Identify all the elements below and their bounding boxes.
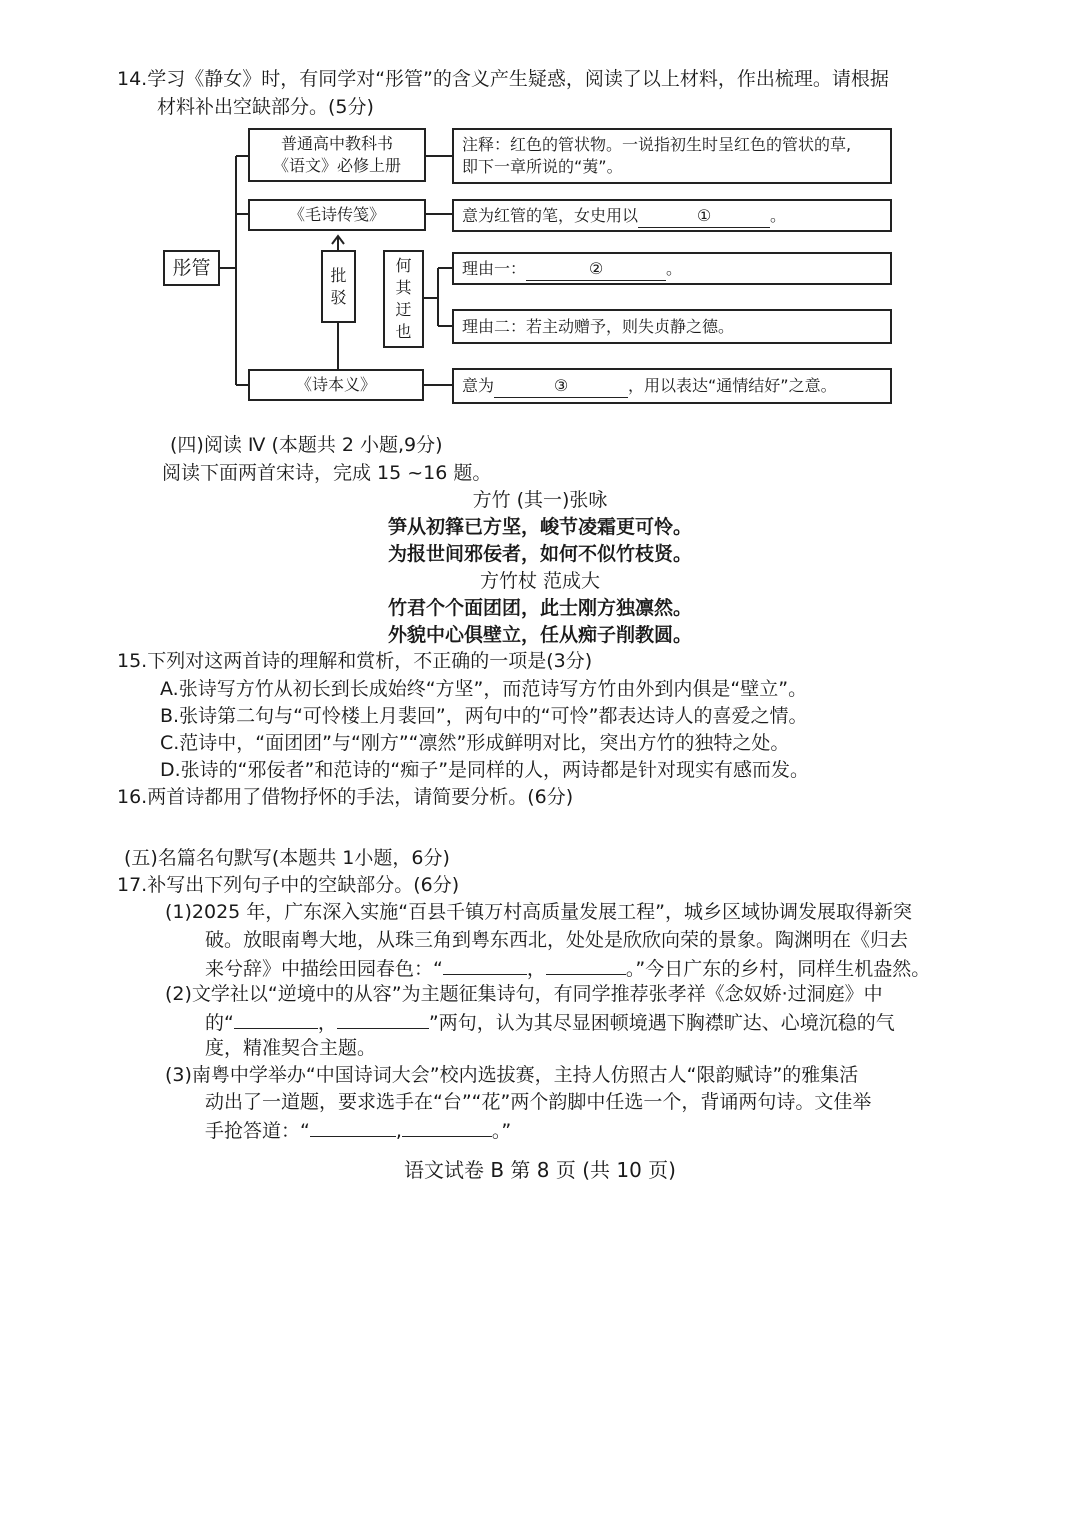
q15-option-b: B.张诗第二句与“可怜楼上月裴回”，两句中的“可怜”都表达诗人的喜爱之情。 <box>160 705 808 727</box>
q17-p1-line3-b: ， <box>526 958 546 980</box>
refute-char-2: 驳 <box>330 288 347 307</box>
diagram-maoshi-box: 《毛诗传笺》 <box>248 199 426 231</box>
q17-blank-2b[interactable] <box>337 1008 429 1029</box>
textbook-line1: 普通高中教科书 <box>280 134 393 153</box>
q15-option-c: C.范诗中，“面团团”与“刚方”“凛然”形成鲜明对比，突出方竹的独特之处。 <box>160 732 790 754</box>
diagram-shibenyi-box: 《诗本义》 <box>248 369 424 401</box>
q17-p3-line3 <box>205 1116 511 1144</box>
poem2-title: 方竹杖 范成大 <box>479 570 601 592</box>
q17-p2-line2-a: 的“ <box>205 1012 234 1034</box>
section4-heading: (四)阅读 Ⅳ (本题共 2 小题,9分) <box>170 434 443 456</box>
diagram-maoshi-meaning-box <box>452 199 892 232</box>
q17-p3-line3-b: , <box>395 1120 402 1142</box>
q17-p1-line2: 破。放眼南粤大地，从珠三角到粤东西北，处处是欣欣向荣的景象。陶渊明在《归去 <box>205 929 909 951</box>
q17-p1-line3-c: 。”今日广东的乡村，同样生机盎然。 <box>625 958 931 980</box>
diagram-reason1-box <box>452 252 892 285</box>
blank-1: ① <box>638 205 770 228</box>
reason1-prefix: 理由一： <box>462 259 527 278</box>
maoshi-period: 。 <box>770 206 787 225</box>
diagram-heqi-box <box>383 250 424 348</box>
q17-p3-line2: 动出了一道题，要求选手在“台”“花”两个韵脚中任选一个，背诵两句诗。文佳举 <box>205 1091 872 1113</box>
q16-stem: 16.两首诗都用了借物抒怀的手法，请简要分析。(6分) <box>117 786 574 808</box>
q17-p2-line2 <box>205 1008 895 1036</box>
poem1-title: 方竹 (其一)张咏 <box>472 489 608 511</box>
poem1-line2: 为报世间邪佞者，如何不似竹枝贤。 <box>387 543 692 565</box>
q17-blank-1a[interactable] <box>443 954 527 975</box>
diagram-note-box <box>452 128 892 184</box>
diagram-refute-box <box>321 250 356 323</box>
q17-p3-line3-c: 。” <box>491 1120 512 1142</box>
section4-intro: 阅读下面两首宋诗，完成 15 ~16 题。 <box>162 462 492 484</box>
q17-p2-line2-b: ， <box>317 1012 337 1034</box>
textbook-line2: 《语文》必修上册 <box>272 156 401 175</box>
heqi-char-3: 迂 <box>395 300 412 319</box>
q17-blank-2a[interactable] <box>234 1008 318 1029</box>
poem1-line1: 笋从初箨已方坚，峻节凌霜更可怜。 <box>387 516 692 538</box>
q17-p3-line1: (3)南粤中学举办“中国诗词大会”校内选拔赛，主持人仿照古人“限韵赋诗”的雅集活 <box>165 1064 859 1086</box>
section5-heading: (五)名篇名句默写(本题共 1小题，6分) <box>124 847 450 869</box>
q17-p2-line3: 度，精准契合主题。 <box>205 1037 377 1059</box>
diagram-textbook-box <box>248 128 426 182</box>
q17-p2-line1: (2)文学社以“逆境中的从容”为主题征集诗句，有同学推荐张孝祥《念奴娇·过洞庭》中 <box>165 983 883 1005</box>
poem2-line1: 竹君个个面团团，此士刚方独凛然。 <box>387 597 692 619</box>
note-line2: 即下一章所说的“荑”。 <box>462 157 623 176</box>
q17-p3-line3-a: 手抢答道：“ <box>205 1120 310 1142</box>
q14-stem-line1: 14.学习《静女》时，有同学对“彤管”的含义产生疑惑，阅读了以上材料，作出梳理。请根据 <box>117 68 889 90</box>
q15-option-a: A.张诗写方竹从初长到长成始终“方坚”，而范诗写方竹由外到内俱是“壁立”。 <box>160 678 808 700</box>
diagram-shibenyi-meaning-box <box>452 368 892 404</box>
q17-p1-line1: (1)2025 年，广东深入实施“百县千镇万村高质量发展工程”，城乡区域协调发展取得新突 <box>165 901 912 923</box>
blank-2: ② <box>526 258 666 281</box>
blank-3: ③ <box>494 375 628 398</box>
diagram-reason2-box: 理由二：若主动赠予，则失贞静之德。 <box>452 309 892 344</box>
q17-p1-line3-a: 来兮辞》中描绘田园春色：“ <box>205 958 443 980</box>
diagram-root-tongguan: 彤管 <box>163 250 220 286</box>
q15-option-d: D.张诗的“邪佞者”和范诗的“痴子”是同样的人，两诗都是针对现实有感而发。 <box>160 759 810 781</box>
q17-blank-3a[interactable] <box>310 1116 396 1137</box>
refute-char-1: 批 <box>330 266 347 285</box>
q17-stem: 17.补写出下列句子中的空缺部分。(6分) <box>117 874 460 896</box>
heqi-char-2: 其 <box>395 278 412 297</box>
note-line1: 注释：红色的管状物。一说指初生时呈红色的管状的草, <box>462 135 852 154</box>
shi-meaning-prefix: 意为 <box>462 376 495 395</box>
q17-p1-line3 <box>205 954 930 982</box>
q17-p2-line2-c: ”两句，认为其尽显困顿境遇下胸襟旷达、心境沉稳的气 <box>428 1012 895 1034</box>
q17-blank-1b[interactable] <box>546 954 626 975</box>
q14-stem-line2: 材料补出空缺部分。(5分) <box>157 96 374 118</box>
reason1-period: 。 <box>666 259 683 278</box>
heqi-char-4: 也 <box>395 322 412 341</box>
maoshi-meaning-prefix: 意为红管的笔，女史用以 <box>462 206 639 225</box>
poem2-line2: 外貌中心俱壁立，任从痴子削教圆。 <box>387 624 692 646</box>
q17-blank-3b[interactable] <box>402 1116 492 1137</box>
heqi-char-1: 何 <box>395 256 412 275</box>
shi-meaning-suffix: ，用以表达“通情结好”之意。 <box>628 376 837 395</box>
page-footer: 语文试卷 B 第 8 页 (共 10 页) <box>403 1158 676 1182</box>
q15-stem: 15.下列对这两首诗的理解和赏析，不正确的一项是(3分) <box>117 650 593 672</box>
